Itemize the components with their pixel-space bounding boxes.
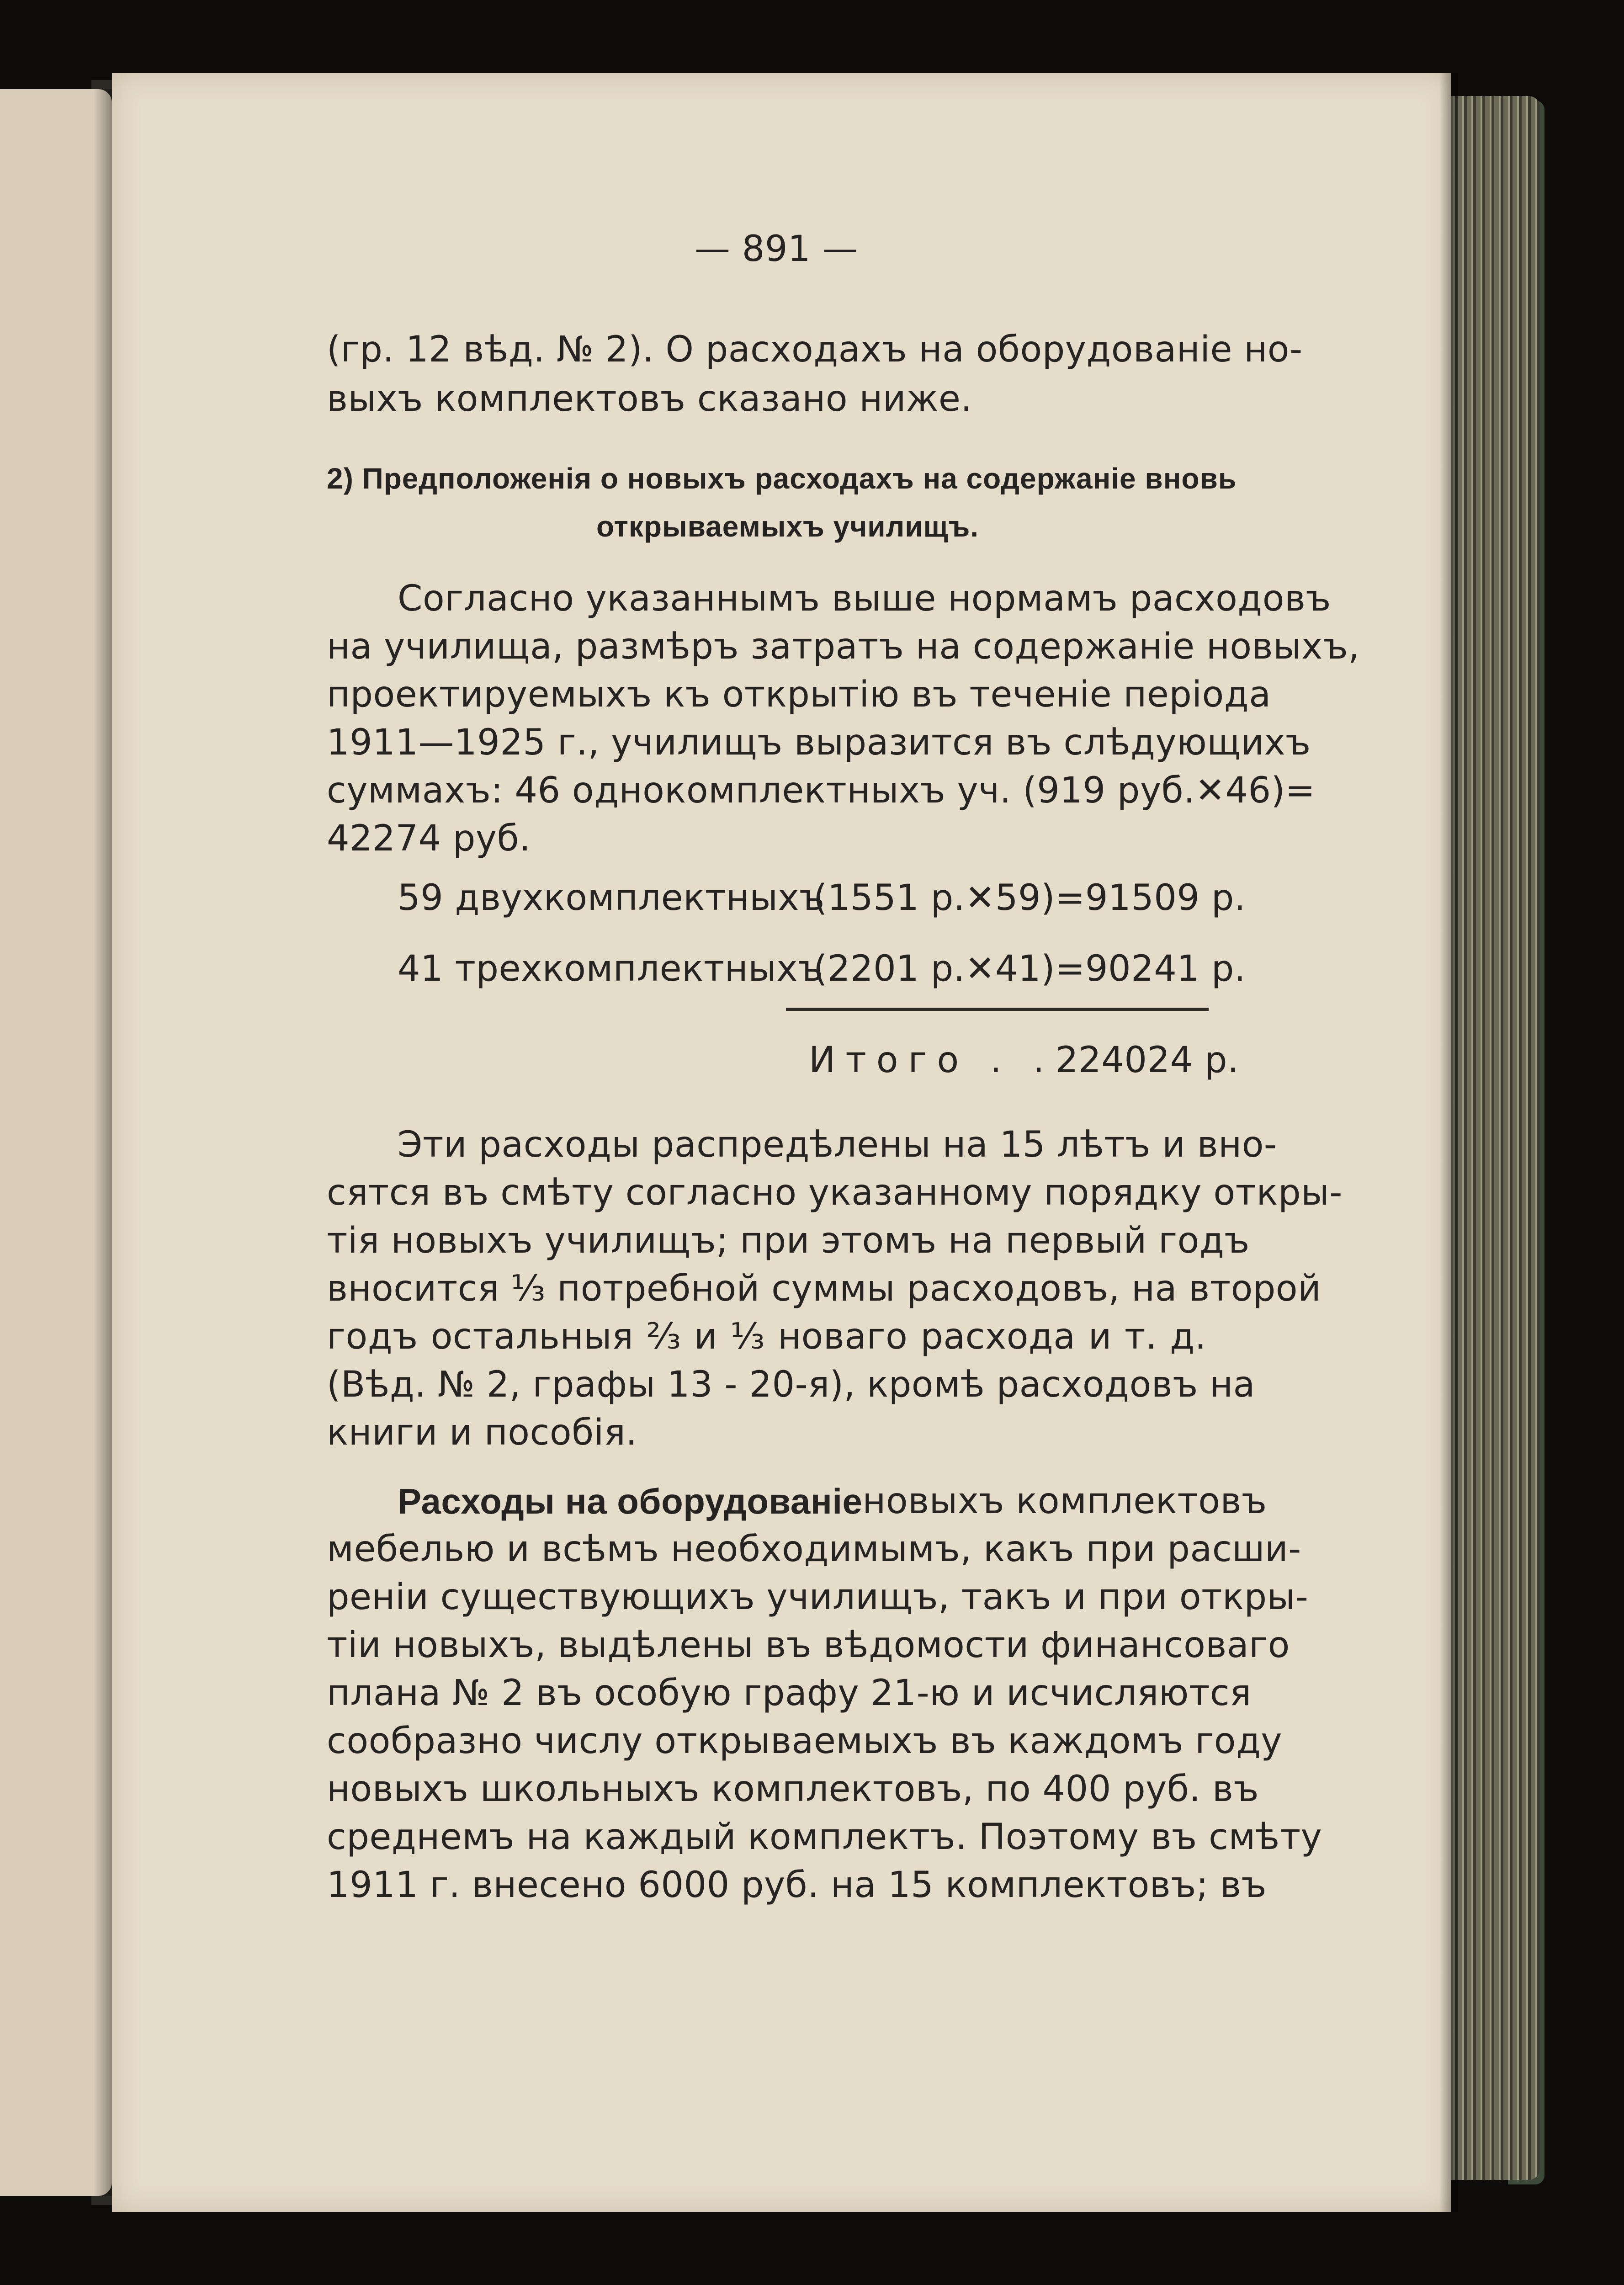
paragraph-line: сообразно числу открываемыхъ въ каждомъ году <box>327 1721 1283 1762</box>
paragraph-line: суммахъ: 46 однокомплектныхъ уч. (919 руб.✕46)= <box>327 770 1316 811</box>
paragraph-line: 1911—1925 г., училищъ выразится въ слѣдующихъ <box>327 722 1311 763</box>
paragraph-line <box>398 1481 1267 1522</box>
paragraph-line: плана № 2 въ особую графу 21-ю и исчисляются <box>327 1673 1252 1714</box>
total-value: 224024 р. <box>1056 1040 1239 1081</box>
calc-formula: (1551 р.✕59)=91509 р. <box>813 877 1246 919</box>
paragraph-line: тіи новыхъ, выдѣлены въ вѣдомости финансоваго <box>327 1625 1290 1666</box>
paragraph-line: (Вѣд. № 2, графы 13 - 20-я), кромѣ расходовъ на <box>327 1364 1255 1405</box>
sum-rule <box>786 1008 1209 1011</box>
paragraph-line: вносится ⅓ потребной суммы расходовъ, на второй <box>327 1268 1321 1309</box>
paragraph-line: (гр. 12 вѣд. № 2). О расходахъ на оборудованіе но- <box>327 329 1303 370</box>
paragraph-line: мебелью и всѣмъ необходимымъ, какъ при расши- <box>327 1529 1301 1570</box>
paragraph-line: книги и пособія. <box>327 1412 637 1453</box>
section-heading: открываемыхъ училищъ. <box>596 510 979 543</box>
paragraph-line: сятся въ смѣту согласно указанному порядку откры- <box>327 1172 1343 1213</box>
paragraph-line: проектируемыхъ къ открытію въ теченіе періода <box>327 674 1271 715</box>
paragraph-line: Согласно указаннымъ выше нормамъ расходовъ <box>398 578 1332 619</box>
page-edge-shadow <box>1439 73 1458 2212</box>
section-heading: 2) Предположенія о новыхъ расходахъ на содержаніе вновь <box>327 462 1237 495</box>
paragraph-line: Эти расходы распредѣлены на 15 лѣтъ и вно- <box>398 1124 1277 1165</box>
paragraph-line-rest: новыхъ комплектовъ <box>862 1481 1267 1522</box>
paragraph-line: 42274 руб. <box>327 818 531 859</box>
paragraph-line: новыхъ школьныхъ комплектовъ, по 400 руб. въ <box>327 1769 1259 1810</box>
paragraph-line: тія новыхъ училищъ; при этомъ на первый годъ <box>327 1220 1250 1261</box>
total-label: Итого . . <box>809 1040 1055 1081</box>
paragraph-line: среднемъ на каждый комплектъ. Поэтому въ смѣту <box>327 1817 1322 1858</box>
gutter-shadow <box>94 89 112 2196</box>
paragraph-line: выхъ комплектовъ сказано ниже. <box>327 378 972 420</box>
calc-label: 59 двухкомплектныхъ <box>398 877 825 919</box>
bold-lead-text: Расходы на оборудованіе <box>398 1481 863 1521</box>
calc-formula: (2201 р.✕41)=90241 р. <box>813 948 1246 989</box>
paragraph-line: годъ остальныя ⅔ и ⅓ новаго расхода и т. д. <box>327 1316 1206 1357</box>
paragraph-line: на училища, размѣръ затратъ на содержаніе новыхъ, <box>327 626 1360 667</box>
page-number: — 891 — <box>695 228 858 270</box>
paragraph-line: реніи существующихъ училищъ, такъ и при откры- <box>327 1577 1309 1618</box>
calc-label: 41 трехкомплектныхъ <box>398 948 823 989</box>
paragraph-line: 1911 г. внесено 6000 руб. на 15 комплектовъ; въ <box>327 1865 1267 1906</box>
